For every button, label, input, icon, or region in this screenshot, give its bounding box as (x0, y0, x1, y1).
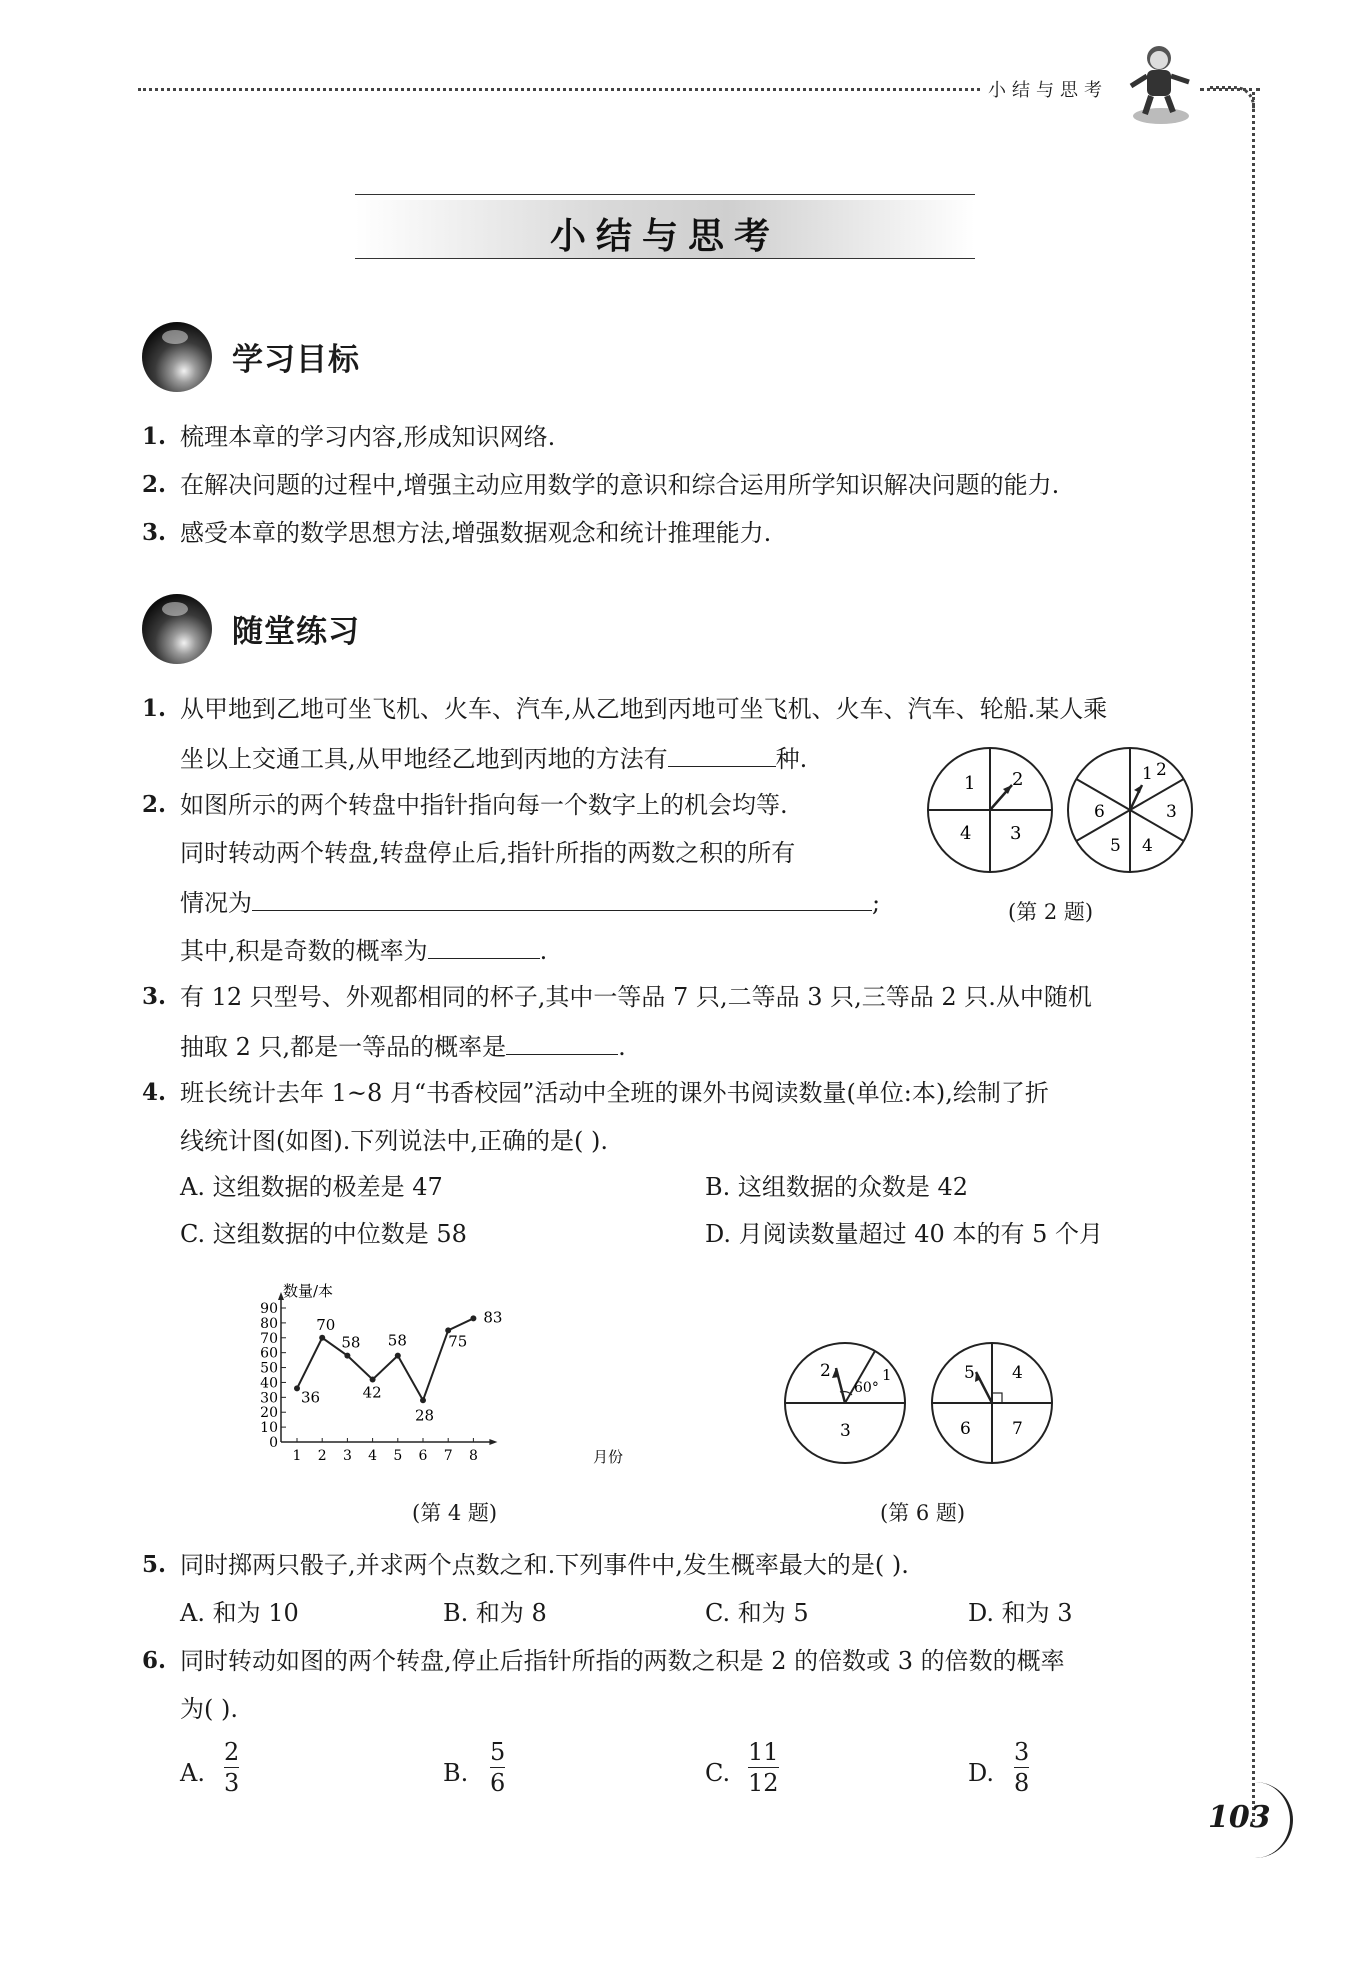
data-point (319, 1335, 325, 1341)
option-c-letter[interactable]: C. (705, 1759, 731, 1787)
section-goals (142, 322, 642, 402)
x-axis-label: 月份 (593, 1448, 624, 1466)
globe-icon (142, 322, 212, 392)
x-tick-label: 8 (468, 1448, 478, 1464)
answer-blank[interactable] (506, 1028, 618, 1055)
x-tick-label: 6 (418, 1448, 428, 1464)
question-number: 3. (142, 983, 167, 1010)
title-rule-bottom (355, 258, 975, 259)
question-number: 5. (142, 1551, 167, 1578)
spinner-label: 3 (1166, 802, 1177, 822)
chart-axes (278, 1292, 497, 1445)
answer-blank[interactable] (668, 740, 776, 767)
question-line (180, 1028, 626, 1064)
spinner-right (1068, 748, 1192, 872)
spinner-label: 4 (1012, 1363, 1023, 1383)
option-b[interactable]: B. 这组数据的众数是 42 (705, 1173, 969, 1201)
goal-text: 感受本章的数学思想方法,增强数据观念和统计推理能力. (180, 519, 772, 547)
spinner-left (928, 748, 1052, 872)
spinner-right (932, 1343, 1052, 1463)
y-tick-label: 50 (260, 1360, 278, 1377)
title-banner (355, 200, 975, 258)
spinner-label: 6 (1094, 802, 1105, 822)
y-tick-label: 20 (260, 1405, 278, 1422)
question-text: . (539, 937, 548, 965)
section-practice (142, 594, 642, 674)
goal-text: 梳理本章的学习内容,形成知识网络. (180, 423, 556, 451)
fraction-numerator: 11 (748, 1738, 779, 1766)
page-number: 103 (1208, 1800, 1271, 1835)
y-tick-label: 40 (260, 1375, 278, 1392)
option-c[interactable]: C. 和为 5 (705, 1599, 809, 1627)
x-tick-label: 2 (317, 1448, 327, 1464)
question-text: 为( ). (180, 1695, 238, 1723)
y-tick-label: 0 (269, 1435, 278, 1451)
x-tick-label: 5 (393, 1448, 403, 1464)
data-label: 58 (341, 1333, 361, 1352)
option-c[interactable]: C. 这组数据的中位数是 58 (180, 1220, 467, 1248)
goal-number: 2. (142, 471, 167, 498)
option-a-letter[interactable]: A. (180, 1759, 205, 1787)
question-text: 情况为 (180, 889, 252, 917)
spinner-label: 1 (964, 773, 976, 794)
question-text: 有 12 只型号、外观都相同的杯子,其中一等品 7 只,二等品 3 只,三等品 2 只.从中随机 (180, 983, 1092, 1011)
goal-number: 3. (142, 519, 167, 546)
question-line (180, 932, 547, 968)
y-axis-ticks (260, 1301, 286, 1451)
y-tick-label: 80 (260, 1315, 278, 1332)
x-tick-label: 1 (292, 1448, 302, 1464)
question-text: 班长统计去年 1~8 月“书香校园”活动中全班的课外书阅读数量(单位:本),绘制了折 (180, 1079, 1049, 1107)
option-b[interactable]: B. 和为 8 (443, 1599, 547, 1627)
spinner-label: 1 (882, 1366, 892, 1384)
option-d-letter[interactable]: D. (968, 1759, 995, 1787)
title-rule-top (355, 194, 975, 195)
question-text: 如图所示的两个转盘中指针指向每一个数字上的机会均等. (180, 791, 788, 819)
question-text: 抽取 2 只,都是一等品的概率是 (180, 1033, 507, 1061)
margin-rail (1252, 92, 1255, 1822)
option-d[interactable]: D. 和为 3 (968, 1599, 1073, 1627)
question-number: 2. (142, 791, 167, 818)
data-point (395, 1353, 401, 1359)
header-dotted-rule (138, 88, 980, 91)
chart-series (294, 1308, 502, 1424)
data-label: 28 (415, 1406, 435, 1425)
question-number: 6. (142, 1647, 167, 1674)
spinner-label: 2 (1156, 760, 1167, 780)
data-label: 42 (362, 1383, 382, 1402)
x-axis-arrow (489, 1439, 497, 1445)
option-b-fraction[interactable] (490, 1738, 505, 1797)
fraction-numerator: 3 (1014, 1738, 1030, 1766)
y-tick-label: 90 (260, 1301, 278, 1317)
y-axis-label: 数量/本 (283, 1282, 334, 1300)
data-point (420, 1397, 426, 1403)
x-tick-label: 7 (443, 1448, 453, 1464)
spinner-label: 5 (1110, 836, 1121, 856)
data-point (370, 1376, 376, 1382)
fraction-denominator: 6 (490, 1769, 506, 1797)
question-text: ; (872, 889, 881, 917)
spinner-label: 1 (1142, 764, 1153, 784)
data-label: 83 (483, 1308, 503, 1327)
question-text: 同时转动如图的两个转盘,停止后指针所指的两数之积是 2 的倍数或 3 的倍数的概率 (180, 1647, 1065, 1675)
question-number: 4. (142, 1079, 167, 1106)
running-title: 小结与思考 (988, 80, 1108, 101)
answer-blank[interactable] (252, 884, 872, 911)
spinner-label: 7 (1012, 1419, 1023, 1439)
spinner-label: 2 (820, 1361, 831, 1381)
data-label: 75 (448, 1332, 468, 1351)
fraction-numerator: 2 (224, 1738, 240, 1766)
figure-caption: (第 4 题) (412, 1501, 498, 1525)
spinner-angle-label: 60° (854, 1380, 879, 1396)
option-a[interactable]: A. 和为 10 (180, 1599, 299, 1627)
option-b-letter[interactable]: B. (443, 1759, 469, 1787)
question-text: 同时转动两个转盘,转盘停止后,指针所指的两数之积的所有 (180, 839, 796, 867)
question-text: 线统计图(如图).下列说法中,正确的是( ). (180, 1127, 608, 1155)
globe-icon (142, 594, 212, 664)
spinner-label: 6 (960, 1419, 971, 1439)
fraction-denominator: 12 (748, 1769, 779, 1797)
x-tick-label: 3 (342, 1448, 352, 1464)
question-text: 从甲地到乙地可坐飞机、火车、汽车,从乙地到丙地可坐飞机、火车、汽车、轮船.某人乘 (180, 695, 1108, 723)
running-header (138, 72, 1238, 112)
goal-text: 在解决问题的过程中,增强主动应用数学的意识和综合运用所学知识解决问题的能力. (180, 471, 1060, 499)
question-text: 坐以上交通工具,从甲地经乙地到丙地的方法有 (180, 745, 668, 773)
option-d[interactable]: D. 月阅读数量超过 40 本的有 5 个月 (705, 1220, 1103, 1248)
y-tick-label: 70 (260, 1330, 278, 1347)
question-text: 同时掷两只骰子,并求两个点数之和.下列事件中,发生概率最大的是( ). (180, 1551, 909, 1579)
question-text: 其中,积是奇数的概率为 (180, 937, 428, 965)
spinner-label: 2 (1012, 769, 1024, 790)
option-d-fraction[interactable] (1014, 1738, 1029, 1797)
data-label: 36 (301, 1388, 321, 1407)
spinner-label: 3 (1010, 823, 1022, 844)
figure-caption: (第 6 题) (880, 1501, 966, 1525)
y-tick-label: 30 (260, 1390, 278, 1407)
spinner-label: 5 (964, 1363, 975, 1383)
section-heading: 随堂练习 (232, 614, 360, 650)
question-number: 1. (142, 695, 167, 722)
mascot-icon (1125, 42, 1195, 126)
page-title: 小结与思考 (549, 216, 780, 257)
goal-number: 1. (142, 423, 167, 450)
x-tick-label: 4 (368, 1448, 378, 1464)
section-heading: 学习目标 (232, 342, 360, 378)
question-line (180, 740, 807, 776)
question-line (180, 884, 880, 920)
fraction-denominator: 3 (224, 1769, 240, 1797)
question-text: 种. (775, 745, 808, 773)
fraction-numerator: 5 (490, 1738, 506, 1766)
y-tick-label: 60 (260, 1345, 278, 1362)
q2-spinners-figure (920, 745, 1200, 885)
fraction-denominator: 8 (1014, 1769, 1030, 1797)
y-tick-label: 10 (260, 1420, 278, 1437)
option-c-fraction[interactable] (748, 1738, 779, 1797)
data-point (294, 1385, 300, 1391)
spinner-label: 3 (840, 1421, 851, 1441)
spinner-label: 4 (1142, 836, 1153, 856)
data-label: 58 (387, 1331, 407, 1350)
answer-blank[interactable] (428, 932, 540, 959)
data-point (344, 1353, 350, 1359)
q6-spinners-figure (780, 1340, 1060, 1470)
spinner-left (785, 1343, 905, 1463)
data-point (470, 1315, 476, 1321)
data-label: 70 (316, 1315, 336, 1334)
figure-caption: (第 2 题) (1008, 900, 1094, 924)
question-text: . (618, 1033, 626, 1061)
spinner-label: 4 (960, 823, 972, 844)
reading-line-chart (260, 1280, 655, 1470)
option-a[interactable]: A. 这组数据的极差是 47 (180, 1173, 443, 1201)
option-a-fraction[interactable] (224, 1738, 239, 1797)
